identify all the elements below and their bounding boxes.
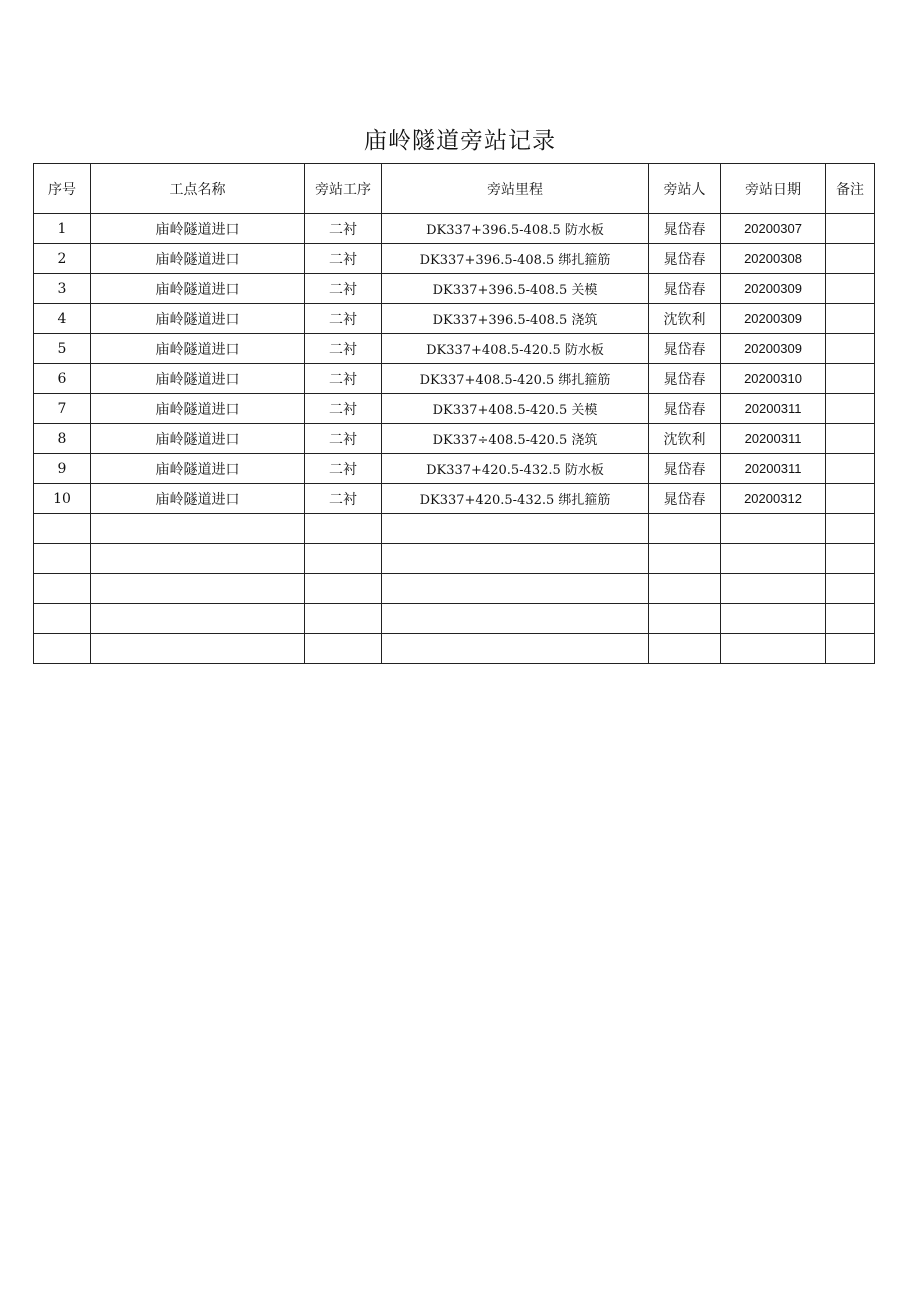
- cell-site: [91, 604, 305, 634]
- cell-site: 庙岭隧道进口: [91, 304, 305, 334]
- cell-remark: [826, 454, 875, 484]
- table-row: [34, 634, 875, 664]
- cell-mileage: DK337+420.5-432.5 防水板: [382, 454, 649, 484]
- cell-no: 8: [34, 424, 91, 454]
- cell-date: 20200309: [721, 274, 826, 304]
- table-row: [34, 424, 875, 454]
- cell-mileage: DK337+408.5-420.5 防水板: [382, 334, 649, 364]
- cell-site: [91, 514, 305, 544]
- cell-date: 20200307: [721, 214, 826, 244]
- col-header-mileage: 旁站里程: [382, 164, 649, 214]
- cell-no: 4: [34, 304, 91, 334]
- inspection-record-table: [33, 163, 875, 664]
- cell-site: 庙岭隧道进口: [91, 244, 305, 274]
- cell-date: [721, 634, 826, 664]
- cell-no: [34, 574, 91, 604]
- cell-site: 庙岭隧道进口: [91, 424, 305, 454]
- cell-date: 20200311: [721, 424, 826, 454]
- table-row: [34, 364, 875, 394]
- cell-site: [91, 574, 305, 604]
- cell-site: 庙岭隧道进口: [91, 274, 305, 304]
- cell-site: 庙岭隧道进口: [91, 454, 305, 484]
- cell-mileage: DK337+396.5-408.5 浇筑: [382, 304, 649, 334]
- cell-process: [305, 634, 382, 664]
- table-row: [34, 604, 875, 634]
- cell-site: 庙岭隧道进口: [91, 364, 305, 394]
- cell-mileage: DK337+408.5-420.5 关模: [382, 394, 649, 424]
- cell-person: 晁岱春: [649, 244, 721, 274]
- cell-remark: [826, 364, 875, 394]
- cell-no: 7: [34, 394, 91, 424]
- cell-mileage: DK337+420.5-432.5 绑扎箍筋: [382, 484, 649, 514]
- cell-person: [649, 574, 721, 604]
- cell-mileage: DK337+396.5-408.5 绑扎箍筋: [382, 244, 649, 274]
- cell-remark: [826, 634, 875, 664]
- cell-remark: [826, 394, 875, 424]
- cell-no: 3: [34, 274, 91, 304]
- cell-no: 5: [34, 334, 91, 364]
- cell-person: [649, 604, 721, 634]
- cell-remark: [826, 214, 875, 244]
- cell-person: 晁岱春: [649, 214, 721, 244]
- table-row: [34, 334, 875, 364]
- cell-process: 二衬: [305, 394, 382, 424]
- cell-mileage: [382, 634, 649, 664]
- table-row: [34, 274, 875, 304]
- cell-remark: [826, 544, 875, 574]
- cell-person: 晁岱春: [649, 484, 721, 514]
- cell-mileage: DK337+408.5-420.5 绑扎箍筋: [382, 364, 649, 394]
- cell-no: 2: [34, 244, 91, 274]
- cell-date: [721, 514, 826, 544]
- cell-person: [649, 514, 721, 544]
- cell-process: 二衬: [305, 424, 382, 454]
- cell-no: 10: [34, 484, 91, 514]
- cell-site: 庙岭隧道进口: [91, 484, 305, 514]
- cell-mileage: DK337+396.5-408.5 关模: [382, 274, 649, 304]
- cell-no: [34, 634, 91, 664]
- cell-process: 二衬: [305, 484, 382, 514]
- cell-process: 二衬: [305, 454, 382, 484]
- col-header-date: 旁站日期: [721, 164, 826, 214]
- cell-remark: [826, 274, 875, 304]
- header-row: [34, 164, 875, 214]
- cell-mileage: [382, 514, 649, 544]
- table-row: [34, 394, 875, 424]
- cell-person: 晁岱春: [649, 454, 721, 484]
- cell-person: [649, 634, 721, 664]
- cell-remark: [826, 304, 875, 334]
- cell-person: 晁岱春: [649, 364, 721, 394]
- cell-remark: [826, 484, 875, 514]
- table-row: [34, 454, 875, 484]
- col-header-no: 序号: [34, 164, 91, 214]
- table-row: [34, 574, 875, 604]
- cell-person: [649, 544, 721, 574]
- cell-no: 1: [34, 214, 91, 244]
- cell-no: 9: [34, 454, 91, 484]
- cell-person: 晁岱春: [649, 334, 721, 364]
- cell-no: [34, 544, 91, 574]
- cell-remark: [826, 244, 875, 274]
- cell-remark: [826, 424, 875, 454]
- cell-mileage: DK337÷408.5-420.5 浇筑: [382, 424, 649, 454]
- cell-date: [721, 544, 826, 574]
- cell-site: 庙岭隧道进口: [91, 394, 305, 424]
- cell-no: 6: [34, 364, 91, 394]
- cell-process: 二衬: [305, 304, 382, 334]
- cell-person: 晁岱春: [649, 274, 721, 304]
- cell-date: [721, 574, 826, 604]
- cell-date: 20200312: [721, 484, 826, 514]
- table-row: [34, 544, 875, 574]
- cell-process: 二衬: [305, 244, 382, 274]
- table-row: [34, 244, 875, 274]
- cell-process: 二衬: [305, 214, 382, 244]
- cell-person: 沈钦利: [649, 304, 721, 334]
- cell-date: 20200310: [721, 364, 826, 394]
- cell-person: 沈钦利: [649, 424, 721, 454]
- cell-date: 20200311: [721, 454, 826, 484]
- cell-date: 20200309: [721, 334, 826, 364]
- cell-site: [91, 544, 305, 574]
- cell-date: 20200309: [721, 304, 826, 334]
- col-header-site: 工点名称: [91, 164, 305, 214]
- cell-mileage: [382, 544, 649, 574]
- cell-date: 20200308: [721, 244, 826, 274]
- cell-remark: [826, 604, 875, 634]
- cell-site: 庙岭隧道进口: [91, 214, 305, 244]
- cell-date: 20200311: [721, 394, 826, 424]
- cell-process: [305, 514, 382, 544]
- cell-no: [34, 514, 91, 544]
- cell-process: 二衬: [305, 334, 382, 364]
- cell-person: 晁岱春: [649, 394, 721, 424]
- cell-mileage: DK337+396.5-408.5 防水板: [382, 214, 649, 244]
- col-header-remark: 备注: [826, 164, 875, 214]
- cell-process: [305, 574, 382, 604]
- cell-remark: [826, 334, 875, 364]
- cell-remark: [826, 514, 875, 544]
- cell-site: [91, 634, 305, 664]
- cell-process: [305, 604, 382, 634]
- cell-mileage: [382, 604, 649, 634]
- cell-date: [721, 604, 826, 634]
- col-header-process: 旁站工序: [305, 164, 382, 214]
- col-header-person: 旁站人: [649, 164, 721, 214]
- cell-remark: [826, 574, 875, 604]
- cell-process: 二衬: [305, 274, 382, 304]
- cell-process: [305, 544, 382, 574]
- table-row: [34, 304, 875, 334]
- table-row: [34, 514, 875, 544]
- table-row: [34, 214, 875, 244]
- cell-process: 二衬: [305, 364, 382, 394]
- document-title: 庙岭隧道旁站记录: [364, 128, 556, 154]
- cell-site: 庙岭隧道进口: [91, 334, 305, 364]
- cell-mileage: [382, 574, 649, 604]
- cell-no: [34, 604, 91, 634]
- table-row: [34, 484, 875, 514]
